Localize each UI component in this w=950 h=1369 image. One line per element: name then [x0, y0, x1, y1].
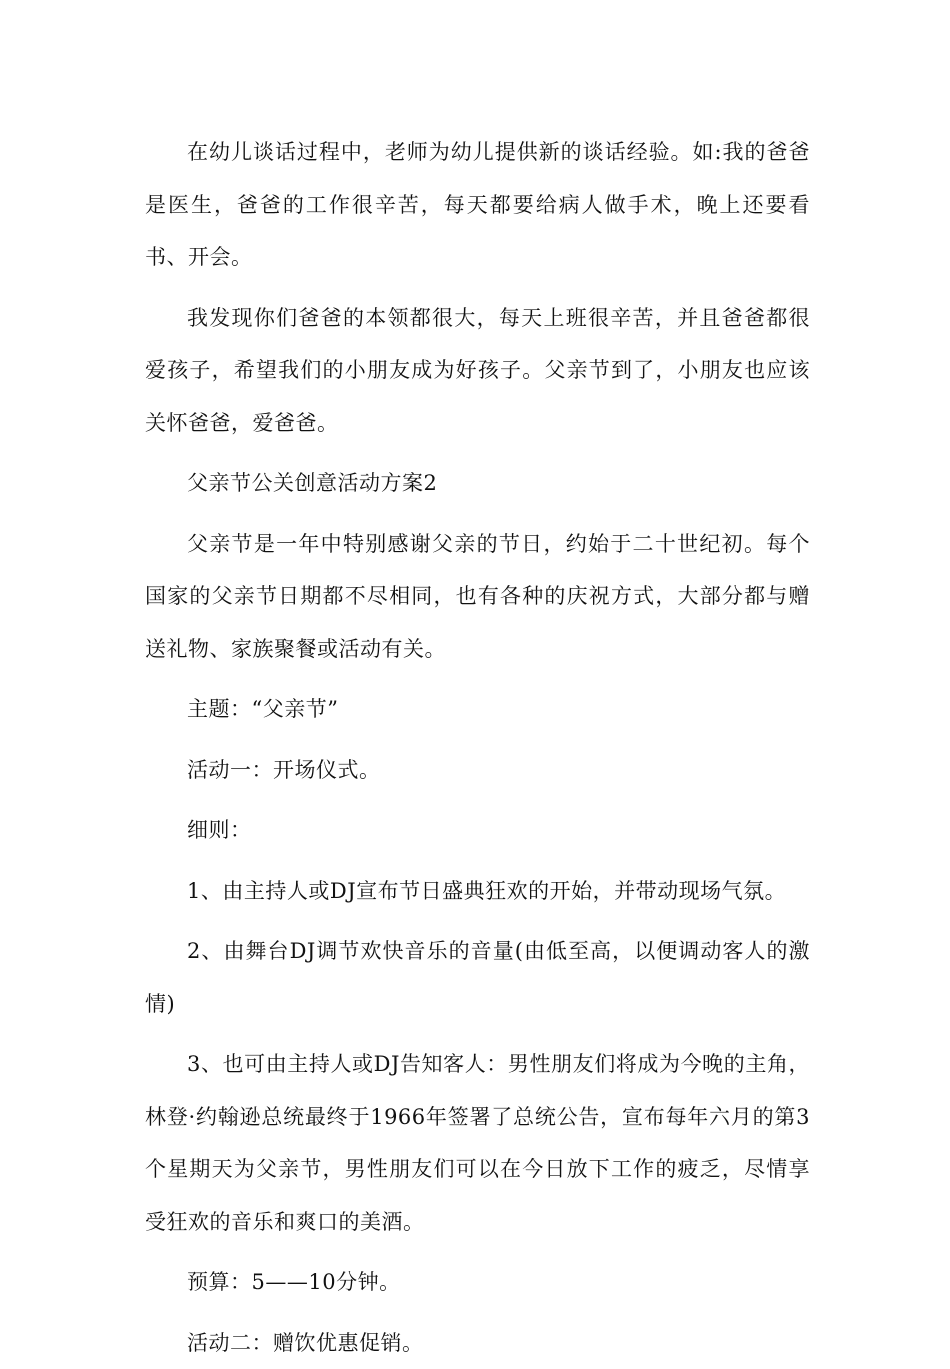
theme-line: 主题：“父亲节”: [145, 683, 810, 736]
paragraph-1: 在幼儿谈话过程中，老师为幼儿提供新的谈话经验。如:我的爸爸是医生，爸爸的工作很辛苦，每天都要给病人做手术，晚上还要看书、开会。: [145, 126, 810, 284]
rule-item-3: 3、也可由主持人或DJ告知客人：男性朋友们将成为今晚的主角，林登·约翰逊总统最终于1966年签署了总统公告，宣布每年六月的第3个星期天为父亲节，男性朋友们可以在今日放下工作的疲乏，尽情享受狂欢的音乐和爽口的美酒。: [145, 1038, 810, 1248]
rule-item-1: 1、由主持人或DJ宣布节日盛典狂欢的开始，并带动现场气氛。: [145, 865, 810, 918]
activity-1-title: 活动一：开场仪式。: [145, 744, 810, 797]
activity-2-title: 活动二：赠饮优惠促销。: [145, 1317, 810, 1369]
section-heading: 父亲节公关创意活动方案2: [145, 457, 810, 510]
rules-label: 细则：: [145, 804, 810, 857]
document-body: [145, 126, 810, 1369]
budget-line: 预算：5——10分钟。: [145, 1256, 810, 1309]
rule-item-2: 2、由舞台DJ调节欢快音乐的音量(由低至高，以便调动客人的激情): [145, 925, 810, 1030]
paragraph-3: 父亲节是一年中特别感谢父亲的节日，约始于二十世纪初。每个国家的父亲节日期都不尽相同，也有各种的庆祝方式，大部分都与赠送礼物、家族聚餐或活动有关。: [145, 518, 810, 676]
paragraph-2: 我发现你们爸爸的本领都很大，每天上班很辛苦，并且爸爸都很爱孩子，希望我们的小朋友成为好孩子。父亲节到了，小朋友也应该关怀爸爸，爱爸爸。: [145, 292, 810, 450]
